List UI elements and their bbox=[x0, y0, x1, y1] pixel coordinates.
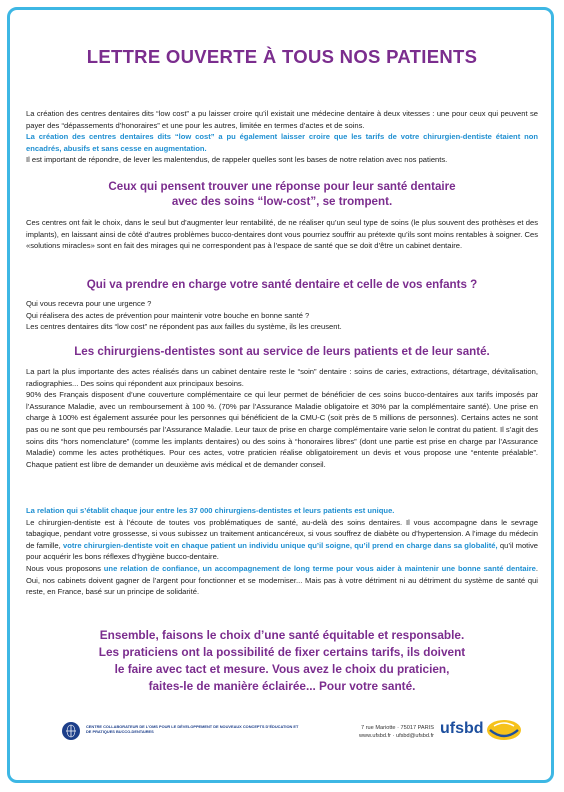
text-highlight: une relation de confiance, un accompagnement de long terme pour vous aider à maintenir une bonne santé dentaire bbox=[103, 563, 536, 573]
closing-line: Les praticiens ont la possibilité de fixer certains tarifs, ils doivent bbox=[98, 645, 466, 659]
section-care-details bbox=[26, 366, 538, 470]
closing-line: faites-le de manière éclairée... Pour votre santé. bbox=[148, 679, 416, 693]
address bbox=[322, 724, 434, 740]
section-paragraph: La part la plus importante des actes réalisés dans un cabinet dentaire reste le “soin” dentaire : soins de caries, extractions, détartrage, dévitalisation, radiographies... Des soins qui répondent aux principaux besoins. bbox=[26, 367, 538, 388]
oms-logo-icon bbox=[62, 722, 80, 740]
website-line: www.ufsbd.fr · ufsbd@ufsbd.fr bbox=[358, 733, 434, 739]
heading-service: Les chirurgiens-dentistes sont au service de leurs patients et de leur santé. bbox=[74, 345, 490, 358]
question-line: Qui réalisera des actes de prévention pour maintenir votre bouche en bonne santé ? bbox=[26, 310, 310, 320]
section-centers bbox=[26, 217, 538, 252]
address-line: 7 rue Mariotte · 75017 PARIS bbox=[361, 725, 434, 731]
text-run: . Oui, nos cabinets doivent gagner de l’argent pour fonctionner et se moderniser... Mais pas à votre détriment ni au détriment du système de santé qui reste, en France, basé sur un principe de solidarité. bbox=[26, 563, 538, 597]
text-run: Nous vous proposons bbox=[26, 563, 104, 573]
closing-statement bbox=[26, 627, 538, 695]
text-highlight: votre chirurgien-dentiste voit en chaque patient un individu unique qu’il soigne, qu’il prend en charge dans sa globalité, bbox=[62, 540, 498, 550]
heading-line: avec des soins “low-cost”, se trompent. bbox=[171, 195, 393, 208]
intro-paragraph-2: Il est important de répondre, de lever les malentendus, de rappeler quelles sont les bases de notre relation avec nos patients. bbox=[26, 155, 448, 165]
section-relation bbox=[26, 505, 538, 598]
section-questions bbox=[26, 298, 538, 333]
section-paragraph: Ces centres ont fait le choix, dans le seul but d’augmenter leur rentabilité, de ne réaliser qu’un seul type de soins (le plus souvent des prothèses et des implants), en laissant ainsi de côté d’autres problèmes bucco-dentaires dont vous pourriez souffrir au prétexte qu’ils sont moins rentables à soigner. Ces «solutions miracles» sont en fait des mirages qui ne correspondent pas à l’espace de santé que se doit d’être un cabinet dentaire. bbox=[26, 218, 538, 251]
heading-line: Ceux qui pensent trouver une réponse pour leur santé dentaire bbox=[108, 180, 456, 193]
smile-logo-icon bbox=[484, 718, 524, 742]
section-paragraph: 90% des Français disposent d’une couverture complémentaire ce qui leur permet de bénéficier de ces soins bucco-dentaires aux tarifs imposés par l’Assurance Maladie, avec un remboursement à 100 %. (70% par l’Assurance Maladie obligatoire et 30% par la complémentaire santé). Une prise en charge à 100% est également assurée pour les personnes qui bénéficient de la CMU-C (soit près de 5 millions de personnes). Certains actes ne sont pas ou ne sont que peu remboursés par l’Assurance Maladie. Leur taux de prise en charge complémentaire varie selon le contrat du patient. Il s’agit des soins dits “hors nomenclature” (comme les implants dentaires) ou des soins à “honoraires libres” (dont une partie est prise en charge par l’Assurance Maladie) comme les actes prothétiques. Pour ces actes, votre praticien réalise obligatoirement un devis et vous propose une “entente préalable”. Chaque patient est libre de demander un deuxième avis médical et de demander conseil. bbox=[26, 390, 538, 469]
brand-name: ufsbd bbox=[440, 720, 484, 737]
closing-line: Ensemble, faisons le choix d’une santé équitable et responsable. bbox=[99, 628, 465, 642]
section-paragraph bbox=[26, 517, 538, 563]
statement-line: Les centres dentaires dits “low cost” ne répondent pas aux failles du système, ils les creusent. bbox=[26, 322, 342, 332]
intro-paragraph: La création des centres dentaires dits “low cost” a pu laisser croire qu’il existait une médecine dentaire à deux vitesses : une pour ceux qui peuvent se payer des “dépassements d’honoraires” et une pour les autres, limitée en termes d’actes et de soins. bbox=[26, 109, 538, 130]
closing-line: le faire avec tact et mesure. Vous avez le choix du praticien, bbox=[114, 662, 450, 676]
question-line: Qui vous recevra pour une urgence ? bbox=[26, 299, 152, 308]
intro-section bbox=[26, 108, 538, 166]
relation-lead: La relation qui s’établit chaque jour entre les 37 000 chirurgiens-dentistes et leurs patients est unique. bbox=[26, 506, 395, 515]
footer bbox=[26, 718, 538, 758]
page-title: LETTRE OUVERTE À TOUS NOS PATIENTS bbox=[86, 46, 478, 67]
text-run: Le chirurgien-dentiste est à l’écoute de toutes vos problématiques de santé, au-delà des soins dentaires. Il vous accompagne dans le sevrage tabagique, pendant votre grossesse, si vous subissez un traitement anticancéreux, si vous souffrez de diabète ou d’hypertension. A l’image du médecin de famille, bbox=[26, 517, 538, 550]
text-run: qu’il motive pour acquérir les bons réflexes d’hygiène bucco-dentaire. bbox=[26, 540, 538, 562]
heading-low-cost bbox=[26, 179, 538, 209]
ufsbd-logo bbox=[440, 718, 530, 752]
section-paragraph bbox=[26, 563, 538, 598]
oms-caption: CENTRE COLLABORATEUR DE L’OMS POUR LE DÉVELOPPEMENT DE NOUVEAUX CONCEPTS D’ÉDUCATION ET DE PRATIQUES BUCCO-DENTAIRES bbox=[86, 724, 299, 734]
intro-highlight: La création des centres dentaires dits “low cost” a pu également laisser croire que les tarifs de votre chirurgien-dentiste étaient non encadrés, abusifs et sans cesse en augmentation. bbox=[26, 132, 538, 153]
heading-care: Qui va prendre en charge votre santé dentaire et celle de vos enfants ? bbox=[86, 278, 478, 291]
